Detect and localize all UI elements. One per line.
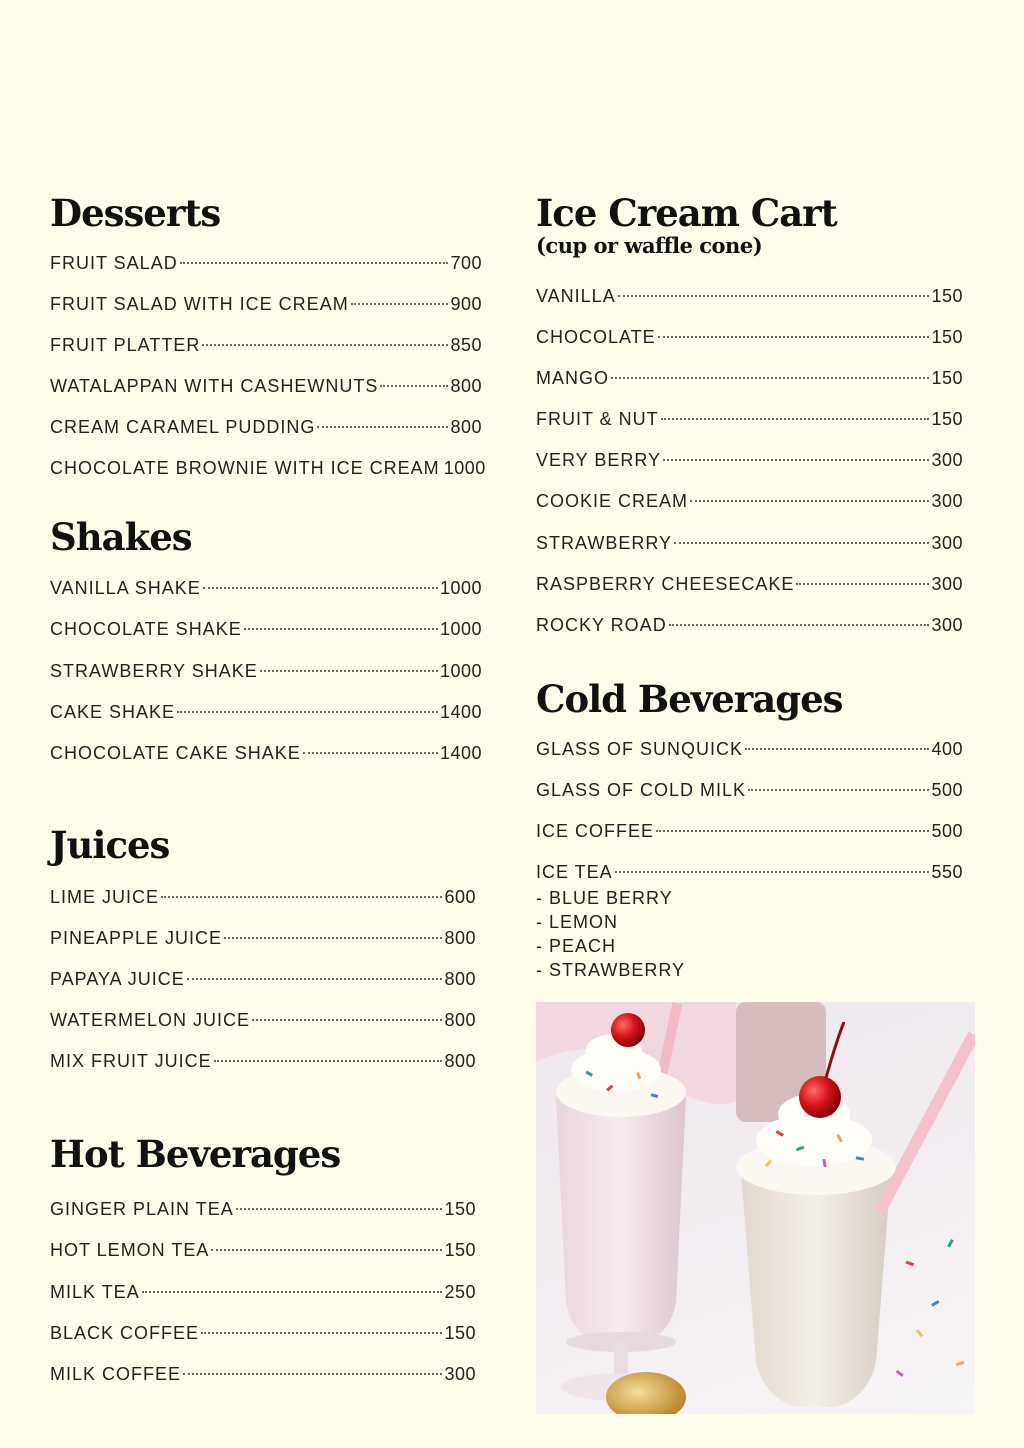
menu-item: ICE COFFEE 500 bbox=[536, 821, 963, 842]
shakes-section bbox=[50, 516, 482, 774]
menu-item: ICE TEA 550 bbox=[536, 862, 963, 883]
menu-item: ROCKY ROAD 300 bbox=[536, 615, 963, 636]
milkshake-photo bbox=[536, 1002, 975, 1414]
ice-tea-flavours bbox=[536, 886, 963, 982]
menu-item: MILK TEA 250 bbox=[50, 1281, 476, 1302]
menu-item: LIME JUICE 600 bbox=[50, 886, 476, 907]
cold-beverages-list bbox=[536, 729, 963, 894]
flavour-item: - BLUE BERRY bbox=[536, 887, 673, 908]
menu-item: CHOCOLATE CAKE SHAKE 1400 bbox=[50, 742, 482, 763]
desserts-list bbox=[50, 243, 486, 490]
menu-item: GLASS OF SUNQUICK 400 bbox=[536, 738, 963, 759]
hot-beverages-section bbox=[50, 1133, 482, 1395]
menu-item: PINEAPPLE JUICE 800 bbox=[50, 927, 476, 948]
menu-item: CAKE SHAKE 1400 bbox=[50, 701, 482, 722]
menu-item: MILK COFFEE 300 bbox=[50, 1363, 476, 1384]
menu-item: PAPAYA JUICE 800 bbox=[50, 969, 476, 990]
menu-item: WATALAPPAN WITH CASHEWNUTS 800 bbox=[50, 376, 482, 397]
menu-item: VANILLA SHAKE 1000 bbox=[50, 578, 482, 599]
ice-cream-list bbox=[536, 276, 963, 647]
menu-item: RASPBERRY CHEESECAKE 300 bbox=[536, 573, 963, 594]
menu-item: MIX FRUIT JUICE 800 bbox=[50, 1051, 476, 1072]
cold-beverages-heading: Cold Beverages bbox=[536, 677, 843, 722]
flavour-item: - STRAWBERRY bbox=[536, 959, 686, 980]
hot-beverages-list bbox=[50, 1189, 482, 1395]
cherry-icon bbox=[611, 1013, 645, 1047]
menu-item: VERY BERRY 300 bbox=[536, 450, 963, 471]
menu-item: STRAWBERRY SHAKE 1000 bbox=[50, 660, 482, 681]
menu-item: CHOCOLATE 150 bbox=[536, 326, 963, 347]
juices-heading: Juices bbox=[50, 823, 170, 868]
menu-item: WATERMELON JUICE 800 bbox=[50, 1010, 476, 1031]
shakes-list bbox=[50, 568, 482, 774]
shakes-heading: Shakes bbox=[50, 514, 192, 559]
cherry-icon bbox=[799, 1076, 841, 1118]
desserts-heading: Desserts bbox=[50, 191, 221, 235]
cold-beverages-section bbox=[536, 678, 963, 981]
right-column bbox=[536, 192, 963, 982]
milkshake-illustration bbox=[536, 1002, 975, 1414]
menu-item: CHOCOLATE BROWNIE WITH ICE CREAM 1000 bbox=[50, 458, 486, 479]
menu-item: MANGO 150 bbox=[536, 367, 963, 388]
ice-cream-cart-heading: Ice Cream Cart bbox=[536, 191, 837, 235]
ice-cream-cart-subheading: (cup or waffle cone) bbox=[536, 232, 763, 258]
juices-list bbox=[50, 877, 482, 1083]
juices-section bbox=[50, 824, 482, 1082]
ice-cream-cart-section bbox=[536, 192, 963, 646]
flavour-item: - PEACH bbox=[536, 935, 617, 956]
menu-item: CREAM CARAMEL PUDDING 800 bbox=[50, 417, 482, 438]
menu-item: FRUIT SALAD 700 bbox=[50, 252, 482, 273]
left-column bbox=[50, 191, 486, 1395]
menu-item: COOKIE CREAM 300 bbox=[536, 491, 963, 512]
menu-item: STRAWBERRY 300 bbox=[536, 532, 963, 553]
menu-item: VANILLA 150 bbox=[536, 285, 963, 306]
menu-item: FRUIT SALAD WITH ICE CREAM 900 bbox=[50, 293, 482, 314]
hot-beverages-heading: Hot Beverages bbox=[50, 1131, 341, 1176]
menu-item: FRUIT & NUT 150 bbox=[536, 409, 963, 430]
menu-item: GLASS OF COLD MILK 500 bbox=[536, 779, 963, 800]
menu-item: HOT LEMON TEA 150 bbox=[50, 1240, 476, 1261]
menu-item: CHOCOLATE SHAKE 1000 bbox=[50, 619, 482, 640]
flavour-item: - LEMON bbox=[536, 911, 619, 932]
menu-item: BLACK COFFEE 150 bbox=[50, 1322, 476, 1343]
menu-item: FRUIT PLATTER 850 bbox=[50, 334, 482, 355]
menu-item: GINGER PLAIN TEA 150 bbox=[50, 1199, 476, 1220]
desserts-section bbox=[50, 191, 486, 490]
